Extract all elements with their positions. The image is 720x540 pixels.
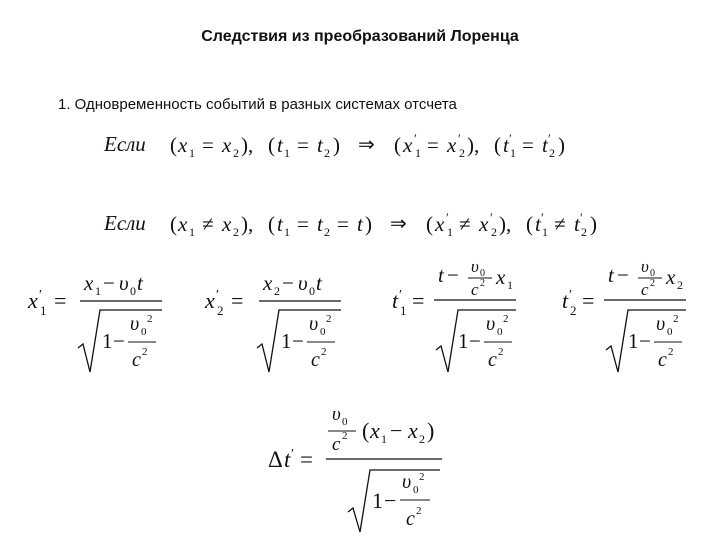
svg-text:2: 2 bbox=[503, 313, 509, 325]
svg-text:(: ( bbox=[170, 212, 177, 236]
formula-x2-prime bbox=[205, 270, 355, 385]
svg-text:t: t bbox=[277, 212, 283, 236]
svg-text:1: 1 bbox=[284, 225, 290, 239]
svg-text:′: ′ bbox=[569, 288, 573, 303]
svg-text:−: − bbox=[292, 329, 304, 353]
svg-text:x: x bbox=[370, 418, 380, 443]
svg-text:≠: ≠ bbox=[202, 212, 214, 236]
svg-text:′: ′ bbox=[291, 447, 295, 462]
svg-text:′: ′ bbox=[39, 288, 43, 303]
svg-text:=: = bbox=[297, 133, 309, 157]
svg-text:−: − bbox=[390, 418, 403, 443]
svg-text:2: 2 bbox=[324, 225, 330, 239]
svg-text:=: = bbox=[297, 212, 309, 236]
svg-text:t: t bbox=[137, 271, 143, 295]
svg-text:2: 2 bbox=[668, 346, 674, 358]
svg-text:x: x bbox=[222, 133, 232, 157]
svg-text:2: 2 bbox=[650, 278, 655, 289]
svg-text:−: − bbox=[282, 271, 294, 295]
svg-text:x: x bbox=[263, 271, 273, 295]
svg-text:′: ′ bbox=[458, 131, 461, 146]
svg-text:x: x bbox=[222, 212, 232, 236]
svg-text:′: ′ bbox=[216, 288, 220, 303]
svg-text:≠: ≠ bbox=[554, 212, 566, 236]
svg-text:t: t bbox=[608, 263, 614, 287]
svg-text:2: 2 bbox=[419, 471, 425, 483]
svg-text:−: − bbox=[103, 271, 115, 295]
svg-text:2: 2 bbox=[274, 284, 280, 298]
svg-text:1: 1 bbox=[510, 146, 516, 160]
svg-text:c: c bbox=[332, 434, 341, 455]
svg-text:t: t bbox=[574, 212, 580, 236]
svg-text:0: 0 bbox=[141, 326, 147, 338]
svg-text:υ: υ bbox=[402, 471, 412, 493]
svg-text:0: 0 bbox=[309, 284, 315, 298]
svg-text:0: 0 bbox=[320, 326, 326, 338]
svg-text:(: ( bbox=[268, 212, 275, 236]
svg-text:1: 1 bbox=[381, 432, 387, 446]
svg-text:=: = bbox=[427, 133, 439, 157]
svg-text:2: 2 bbox=[673, 313, 679, 325]
svg-text:1: 1 bbox=[372, 488, 383, 513]
svg-text:): ) bbox=[427, 418, 435, 443]
svg-text:′: ′ bbox=[399, 288, 403, 303]
svg-text:Δ: Δ bbox=[268, 447, 283, 472]
svg-text:≠: ≠ bbox=[459, 212, 471, 236]
svg-text:t: t bbox=[542, 133, 548, 157]
svg-text:t: t bbox=[503, 133, 509, 157]
svg-text:x: x bbox=[447, 133, 457, 157]
implies-arrow: ⇒ bbox=[358, 134, 375, 156]
svg-text:x: x bbox=[496, 265, 506, 289]
svg-text:x: x bbox=[435, 212, 445, 236]
svg-text:(: ( bbox=[494, 133, 501, 157]
svg-text:),: ), bbox=[467, 133, 480, 157]
svg-text:(: ( bbox=[362, 418, 370, 443]
svg-text:x: x bbox=[178, 133, 188, 157]
svg-text:),: ), bbox=[499, 212, 512, 236]
svg-text:t: t bbox=[562, 288, 569, 313]
svg-text:=: = bbox=[412, 288, 425, 313]
svg-text:0: 0 bbox=[650, 268, 655, 279]
svg-text:υ: υ bbox=[471, 257, 479, 276]
svg-text:): ) bbox=[333, 133, 340, 157]
svg-text:t: t bbox=[317, 212, 323, 236]
svg-text:2: 2 bbox=[498, 346, 504, 358]
svg-text:1: 1 bbox=[628, 329, 639, 353]
svg-text:t: t bbox=[438, 263, 444, 287]
svg-text:(: ( bbox=[526, 212, 533, 236]
svg-text:1: 1 bbox=[400, 303, 407, 318]
svg-text:0: 0 bbox=[342, 416, 348, 428]
formula-delta-t-prime bbox=[268, 400, 468, 540]
svg-text:c: c bbox=[311, 349, 320, 371]
svg-text:′: ′ bbox=[509, 131, 512, 146]
svg-text:′: ′ bbox=[580, 210, 583, 225]
svg-text:2: 2 bbox=[459, 146, 465, 160]
svg-text:−: − bbox=[639, 329, 651, 353]
svg-text:=: = bbox=[337, 212, 349, 236]
svg-text:−: − bbox=[469, 329, 481, 353]
formula-t1-prime bbox=[392, 257, 542, 387]
svg-text:2: 2 bbox=[549, 146, 555, 160]
svg-text:0: 0 bbox=[480, 268, 485, 279]
svg-text:′: ′ bbox=[446, 210, 449, 225]
svg-text:2: 2 bbox=[416, 505, 422, 517]
svg-text:x: x bbox=[205, 288, 215, 313]
svg-text:t: t bbox=[316, 271, 322, 295]
svg-text:c: c bbox=[488, 349, 497, 371]
svg-text:−: − bbox=[617, 263, 629, 287]
svg-text:2: 2 bbox=[324, 146, 330, 160]
svg-text:2: 2 bbox=[677, 278, 683, 292]
svg-text:1: 1 bbox=[458, 329, 469, 353]
svg-text:1: 1 bbox=[189, 225, 195, 239]
svg-text:1: 1 bbox=[281, 329, 292, 353]
svg-text:2: 2 bbox=[326, 313, 332, 325]
svg-text:2: 2 bbox=[342, 430, 348, 442]
svg-text:υ: υ bbox=[656, 313, 666, 335]
svg-text:2: 2 bbox=[142, 346, 148, 358]
svg-text:2: 2 bbox=[570, 303, 577, 318]
svg-text:2: 2 bbox=[233, 146, 239, 160]
svg-text:0: 0 bbox=[497, 326, 503, 338]
svg-text:−: − bbox=[113, 329, 125, 353]
svg-text:x: x bbox=[408, 418, 418, 443]
svg-text:υ: υ bbox=[130, 313, 140, 335]
svg-text:′: ′ bbox=[490, 210, 493, 225]
svg-text:=: = bbox=[582, 288, 595, 313]
formula-x1-prime bbox=[28, 270, 178, 385]
svg-text:2: 2 bbox=[419, 432, 425, 446]
svg-text:c: c bbox=[641, 280, 649, 299]
implies-arrow: ⇒ bbox=[390, 213, 407, 235]
svg-text:υ: υ bbox=[298, 271, 308, 295]
svg-text:t: t bbox=[392, 288, 399, 313]
slide-title: Следствия из преобразований Лоренца bbox=[201, 28, 519, 45]
if-word: Если bbox=[104, 211, 146, 235]
svg-text:(: ( bbox=[170, 133, 177, 157]
svg-text:c: c bbox=[658, 349, 667, 371]
svg-text:′: ′ bbox=[548, 131, 551, 146]
svg-text:1: 1 bbox=[95, 284, 101, 298]
svg-text:x: x bbox=[666, 265, 676, 289]
svg-text:′: ′ bbox=[414, 131, 417, 146]
svg-text:1: 1 bbox=[284, 146, 290, 160]
svg-text:): ) bbox=[590, 212, 597, 236]
svg-text:t: t bbox=[277, 133, 283, 157]
svg-text:υ: υ bbox=[309, 313, 319, 335]
svg-text:υ: υ bbox=[332, 404, 341, 425]
equation-2 bbox=[104, 205, 624, 250]
equation-1 bbox=[104, 126, 584, 171]
svg-text:−: − bbox=[447, 263, 459, 287]
svg-text:=: = bbox=[54, 288, 67, 313]
svg-text:x: x bbox=[479, 212, 489, 236]
svg-text:t: t bbox=[535, 212, 541, 236]
svg-text:0: 0 bbox=[667, 326, 673, 338]
svg-text:2: 2 bbox=[491, 225, 497, 239]
svg-text:t: t bbox=[317, 133, 323, 157]
svg-text:x: x bbox=[84, 271, 94, 295]
svg-text:υ: υ bbox=[486, 313, 496, 335]
svg-text:1: 1 bbox=[415, 146, 421, 160]
item-simultaneity: 1. Одновременность событий в разных системах отсчета bbox=[58, 96, 457, 113]
svg-text:x: x bbox=[403, 133, 413, 157]
svg-text:1: 1 bbox=[40, 303, 47, 318]
svg-text:−: − bbox=[384, 488, 397, 513]
svg-text:1: 1 bbox=[189, 146, 195, 160]
svg-text:1: 1 bbox=[447, 225, 453, 239]
svg-text:(: ( bbox=[394, 133, 401, 157]
svg-text:x: x bbox=[28, 288, 38, 313]
svg-text:υ: υ bbox=[641, 257, 649, 276]
svg-text:1: 1 bbox=[102, 329, 113, 353]
svg-text:),: ), bbox=[241, 133, 254, 157]
svg-text:=: = bbox=[231, 288, 244, 313]
svg-text:1: 1 bbox=[542, 225, 548, 239]
svg-text:2: 2 bbox=[321, 346, 327, 358]
svg-text:t: t bbox=[357, 212, 363, 236]
svg-text:(: ( bbox=[426, 212, 433, 236]
svg-text:): ) bbox=[365, 212, 372, 236]
svg-text:),: ), bbox=[241, 212, 254, 236]
if-word: Если bbox=[104, 132, 146, 156]
svg-text:=: = bbox=[522, 133, 534, 157]
svg-text:2: 2 bbox=[581, 225, 587, 239]
svg-text:0: 0 bbox=[130, 284, 136, 298]
svg-text:x: x bbox=[178, 212, 188, 236]
svg-text:2: 2 bbox=[480, 278, 485, 289]
svg-text:2: 2 bbox=[233, 225, 239, 239]
svg-text:υ: υ bbox=[119, 271, 129, 295]
svg-text:=: = bbox=[300, 447, 313, 472]
formula-t2-prime bbox=[562, 257, 712, 387]
svg-text:=: = bbox=[202, 133, 214, 157]
svg-text:t: t bbox=[284, 447, 291, 472]
svg-text:): ) bbox=[558, 133, 565, 157]
svg-text:0: 0 bbox=[413, 484, 419, 496]
svg-text:c: c bbox=[406, 508, 415, 530]
svg-text:c: c bbox=[132, 349, 141, 371]
svg-text:′: ′ bbox=[541, 210, 544, 225]
svg-text:1: 1 bbox=[507, 278, 513, 292]
svg-text:2: 2 bbox=[147, 313, 153, 325]
svg-text:2: 2 bbox=[217, 303, 224, 318]
svg-text:c: c bbox=[471, 280, 479, 299]
svg-text:(: ( bbox=[268, 133, 275, 157]
